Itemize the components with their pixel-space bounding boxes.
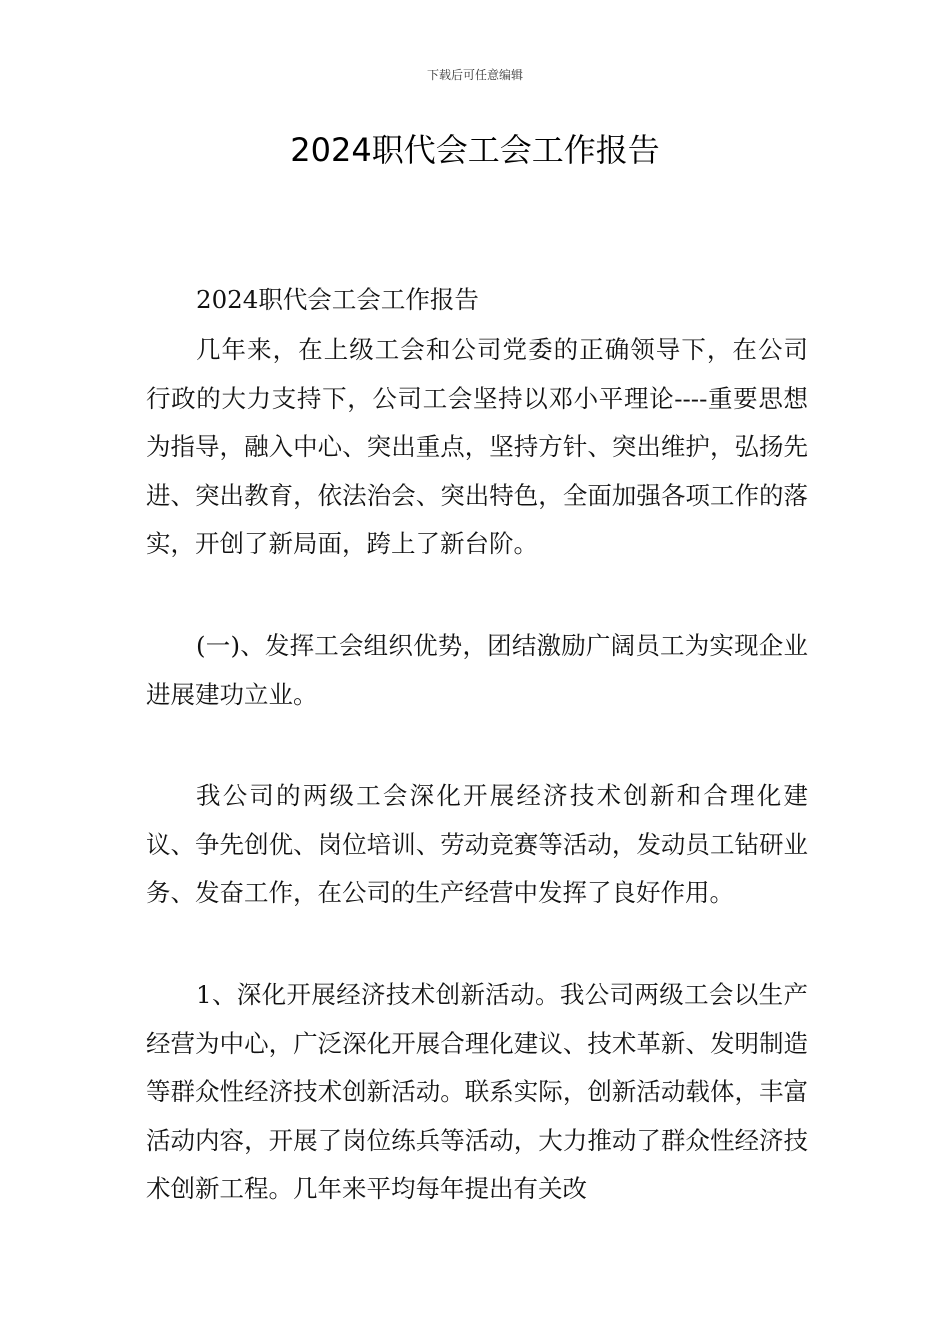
body-paragraph: 我公司的两级工会深化开展经济技术创新和合理化建议、争先创优、岗位培训、劳动竞赛等活动，发动员工钻研业务、发奋工作，在公司的生产经营中发挥了良好作用。: [146, 781, 808, 907]
page-header-note: 下载后可任意编辑: [426, 68, 523, 82]
intro-paragraph: 几年来，在上级工会和公司党委的正确领导下，在公司行政的大力支持下，公司工会坚持以邓小平理论----重要思想为指导，融入中心、突出重点，坚持方针、突出维护，弘扬先进、突出教育，依法治会、突出特色，全面加强各项工作的落实，开创了新局面，跨上了新台阶。: [146, 335, 808, 558]
list-item-paragraph: 1、深化开展经济技术创新活动。我公司两级工会以生产经营为中心，广泛深化开展合理化建议、技术革新、发明制造等群众性经济技术创新活动。联系实际，创新活动载体，丰富活动内容，开展了岗位练兵等活动，大力推动了群众性经济技术创新工程。几年来平均每年提出有关改: [146, 980, 808, 1203]
document-title: 2024职代会工会工作报告: [290, 131, 660, 169]
subtitle-paragraph: 2024职代会工会工作报告: [196, 285, 479, 314]
section-heading-1: (一)、发挥工会组织优势，团结激励广阔员工为实现企业进展建功立业。: [146, 631, 808, 709]
